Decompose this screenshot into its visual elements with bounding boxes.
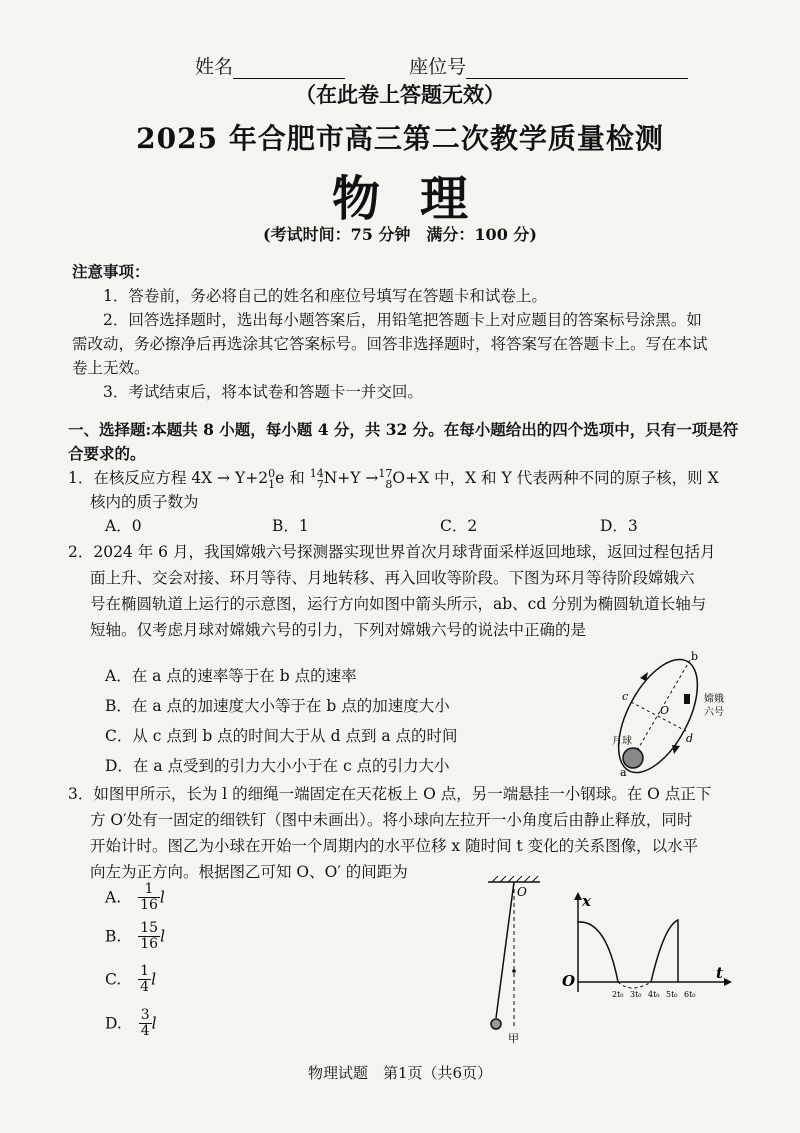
notice-title: 注意事项： (72, 262, 150, 281)
pendulum-o-label: O (517, 885, 527, 899)
label-b: b (691, 650, 699, 663)
x-axis-arrow-icon (574, 892, 582, 900)
q3-option-b: B. $\frac{15}{16}$ l (105, 920, 166, 952)
q2-option-a: A．在 a 点的速率等于在 b 点的速率 (105, 667, 357, 685)
q1-stem (68, 466, 768, 490)
name-label: 姓名 (195, 56, 234, 78)
q1-option-a: A．0 (105, 517, 142, 535)
moon-circle (623, 748, 643, 768)
spacecraft-marker (684, 694, 690, 704)
exam-title: 2025 年合肥市高三第二次教学质量检测 (136, 122, 664, 155)
q1-option-c: C．2 (440, 517, 478, 535)
minor-axis-cd (631, 702, 686, 731)
q1-nitrogen-symbol: N+Y → (323, 469, 379, 487)
q2-stem-line-4: 短轴。仅考虑月球对嫦娥六号的引力，下列对嫦娥六号的说法中正确的是 (90, 621, 587, 639)
figure-jia-caption: 甲 (508, 1032, 519, 1045)
moon-label: 月球 (612, 736, 632, 747)
q3-option-a: A. $\frac{1}{16}$ l (105, 881, 165, 913)
craft-label-1: 嫦娥 (704, 694, 724, 705)
craft-label-2: 六号 (704, 707, 724, 718)
t-axis-label: t (716, 964, 723, 982)
tick-3t0: 3t₀ (630, 990, 642, 999)
q1-and: 和 (289, 469, 305, 487)
q3-stem-line-2: 方 O′处有一固定的细铁钉（图中未画出）。将小球向左拉开一小角度后由静止释放，同时 (90, 811, 693, 829)
q1-electron-symbol: e (275, 469, 285, 487)
q2-stem-line-2: 面上升、交会对接、环月等待、月地转移、再入回收等阶段。下图为环月等待阶段嫦娥六 (90, 569, 695, 587)
q1-oxygen-symbol: O+X (392, 469, 430, 487)
seat-label: 座位号 (409, 56, 467, 78)
exam-info: (考试时间：75 分钟 满分：100 分) (263, 225, 537, 244)
q2-orbit-figure (600, 648, 740, 780)
pendulum-string (496, 882, 514, 1018)
q3-stem-line-1: 3．如图甲所示，长为 l 的细绳一端固定在天花板上 O 点，另一端悬挂一小钢球。在 O 点正下 (68, 785, 712, 803)
notice-item-3: 3．考试结束后，将本试卷和答题卡一并交回。 (103, 383, 423, 401)
invalid-note: （在此卷上答题无效） (295, 82, 505, 107)
q2-option-d: D．在 a 点受到的引力大小小于在 c 点的引力大小 (105, 757, 450, 775)
direction-arrow-icon-2 (672, 745, 680, 754)
q1-prefix: 1．在核反应方程 (68, 469, 187, 487)
tick-4t0: 4t₀ (648, 990, 660, 999)
label-o: O (660, 704, 670, 717)
curve-dashed-swing (618, 982, 651, 988)
notice-item-2-cont: 需改动，务必擦净后再选涂其它答案标号。回答非选择题时，将答案写在答题卡上。写在本试 (72, 335, 708, 353)
q2-option-c: C．从 c 点到 b 点的时间大于从 d 点到 a 点的时间 (105, 727, 458, 745)
notice-item-2: 2．回答选择题时，选出每小题答案后，用铅笔把答题卡上对应题目的答案标号涂黑。如 (103, 311, 702, 329)
q3-xt-graph (556, 886, 736, 1006)
label-a: a (620, 766, 627, 779)
q2-stem-line-3: 号在椭圆轨道上运行的示意图，运行方向如图中箭头所示，ab、cd 分别为椭圆轨道长轴与 (90, 595, 707, 613)
q1-option-b: B．1 (272, 517, 309, 535)
label-d: d (686, 732, 694, 745)
ceiling-hatch (492, 876, 538, 882)
origin-label: O (562, 972, 576, 990)
q3-pendulum-figure (478, 876, 558, 1048)
q1-nitrogen-nums: 14 7 (309, 467, 324, 491)
t-axis-arrow-icon (724, 978, 732, 986)
notice-item-2-end: 卷上无效。 (72, 359, 150, 377)
q1-suffix: 中，X 和 Y 代表两种不同的原子核，则 X (434, 469, 719, 487)
q3-option-d: D. $\frac{3}{4}$ l (105, 1007, 157, 1039)
q1-electron-nums: 0 1 (268, 467, 276, 491)
q3-stem-line-4: 向左为正方向。根据图乙可知 O、O′ 的间距为 (90, 863, 408, 881)
tick-5t0: 5t₀ (666, 990, 678, 999)
nail-point (512, 969, 516, 973)
q1-option-d: D．3 (600, 517, 638, 535)
curve-return-swing (651, 920, 678, 982)
tick-6t0: 6t₀ (684, 990, 696, 999)
x-axis-label: x (582, 892, 591, 910)
q1-eq-part1: 4X → Y+2 (191, 469, 269, 487)
notice-item-1: 1．答卷前，务必将自己的姓名和座位号填写在答题卡和试卷上。 (103, 287, 547, 305)
label-c: c (622, 690, 629, 703)
subject-title: 物理 (331, 171, 508, 227)
section-heading: 一、选择题:本题共 8 小题，每小题 4 分，共 32 分。在每小题给出的四个选项中，只有一项是符 (68, 420, 739, 439)
curve-first-swing (578, 922, 618, 982)
page-footer: 物理试题 第1页（共6页） (307, 1064, 493, 1082)
q2-option-b: B．在 a 点的加速度大小等于在 b 点的加速度大小 (105, 697, 450, 715)
tick-2t0: 2t₀ (612, 990, 624, 999)
q3-option-c: C. $\frac{1}{4}$ l (105, 963, 157, 995)
q2-stem-line-1: 2．2024 年 6 月，我国嫦娥六号探测器实现世界首次月球背面采样返回地球，返回过程包括月 (68, 543, 716, 561)
section-heading-cont: 合要求的。 (68, 444, 146, 463)
q1-oxygen-nums: 17 8 (378, 467, 393, 491)
name-seat-row (195, 52, 688, 79)
q1-stem-cont: 核内的质子数为 (90, 493, 199, 511)
pendulum-ball (491, 1019, 501, 1029)
q3-stem-line-3: 开始计时。图乙为小球在开始一个周期内的水平位移 x 随时间 t 变化的关系图像，以水平 (90, 837, 699, 855)
